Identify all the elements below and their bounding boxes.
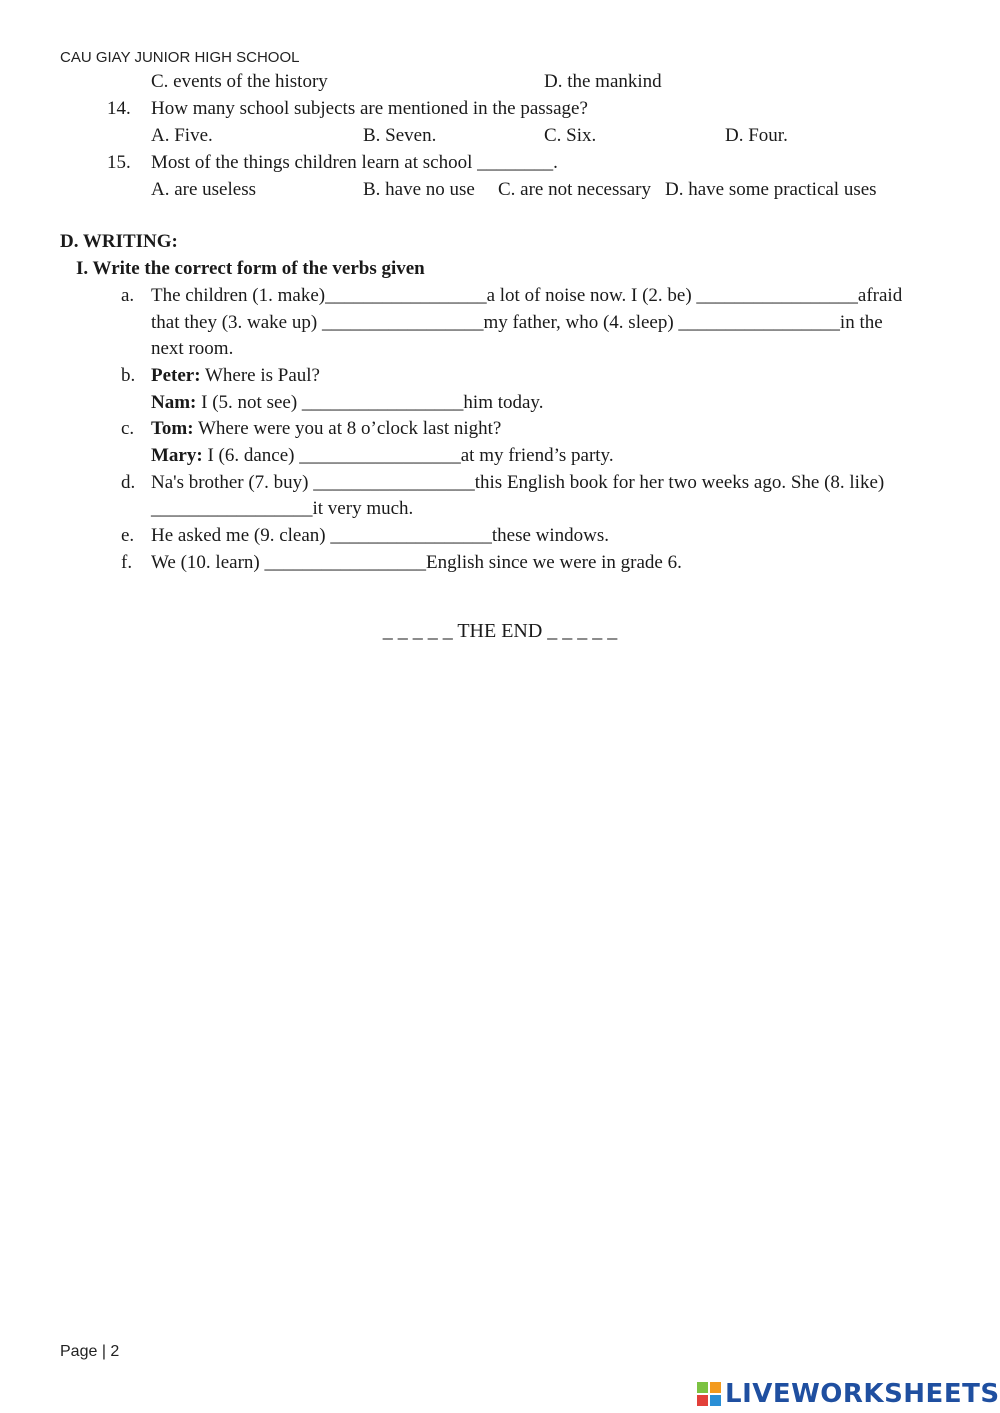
item-d-line1: Na's brother (7. buy) _________________this English book for her two weeks ago. She (8. like) xyxy=(151,472,885,493)
item-e-letter: e. xyxy=(121,525,135,546)
q15-question: Most of the things children learn at school ________. xyxy=(151,152,558,173)
item-f-letter: f. xyxy=(121,552,133,573)
speaker-nam: Nam: xyxy=(151,392,197,413)
item-b-line2 xyxy=(151,392,543,414)
item-a-line1: The children (1. make)_________________a lot of noise now. I (2. be) _________________afraid xyxy=(151,285,903,306)
item-a-line2: that they (3. wake up) _________________my father, who (4. sleep) _________________in the xyxy=(151,312,883,333)
item-d-line2: _________________it very much. xyxy=(151,498,414,519)
item-e-line1: He asked me (9. clean) _________________these windows. xyxy=(151,525,610,546)
q13-option-d: D. the mankind xyxy=(544,71,662,92)
item-b-letter: b. xyxy=(121,365,136,386)
item-c-line2 xyxy=(151,445,614,467)
liveworksheets-brand-text: LIVEWORKSHEETS xyxy=(725,1379,1000,1409)
speaker-peter: Peter: xyxy=(151,365,201,386)
q15-option-d: D. have some practical uses xyxy=(665,179,877,200)
item-a-letter: a. xyxy=(121,285,135,306)
speaker-tom: Tom: xyxy=(151,418,194,439)
q13-option-c: C. events of the history xyxy=(151,71,328,92)
q14-question: How many school subjects are mentioned in the passage? xyxy=(151,98,588,119)
q14-option-a: A. Five. xyxy=(151,125,213,146)
q15-number: 15. xyxy=(107,152,131,173)
q15-option-b: B. have no use xyxy=(363,179,475,200)
item-c-text2: I (6. dance) _________________at my friend’s party. xyxy=(202,445,614,466)
item-c-letter: c. xyxy=(121,418,135,439)
q15-option-c: C. are not necessary xyxy=(498,179,651,200)
liveworksheets-logo-icon xyxy=(697,1382,721,1406)
liveworksheets-logo[interactable] xyxy=(697,1378,1000,1410)
q14-option-d: D. Four. xyxy=(725,125,788,146)
item-b-line1 xyxy=(151,365,320,387)
part1-title: I. Write the correct form of the verbs given xyxy=(76,258,425,279)
q14-number: 14. xyxy=(107,98,131,119)
q14-option-c: C. Six. xyxy=(544,125,597,146)
item-f-line1: We (10. learn) _________________English since we were in grade 6. xyxy=(151,552,682,573)
school-header: CAU GIAY JUNIOR HIGH SCHOOL xyxy=(60,49,300,66)
page-number: Page | 2 xyxy=(60,1343,120,1360)
item-d-letter: d. xyxy=(121,472,136,493)
item-a-line3: next room. xyxy=(151,338,234,359)
item-c-text1: Where were you at 8 o’clock last night? xyxy=(193,418,502,439)
section-title-writing: D. WRITING: xyxy=(60,231,178,252)
item-c-line1 xyxy=(151,418,501,440)
q15-option-a: A. are useless xyxy=(151,179,256,200)
q14-option-b: B. Seven. xyxy=(363,125,437,146)
item-b-text2: I (5. not see) _________________him today. xyxy=(196,392,544,413)
the-end: _ _ _ _ _ THE END _ _ _ _ _ xyxy=(382,620,618,642)
speaker-mary: Mary: xyxy=(151,445,203,466)
item-b-text1: Where is Paul? xyxy=(200,365,320,386)
